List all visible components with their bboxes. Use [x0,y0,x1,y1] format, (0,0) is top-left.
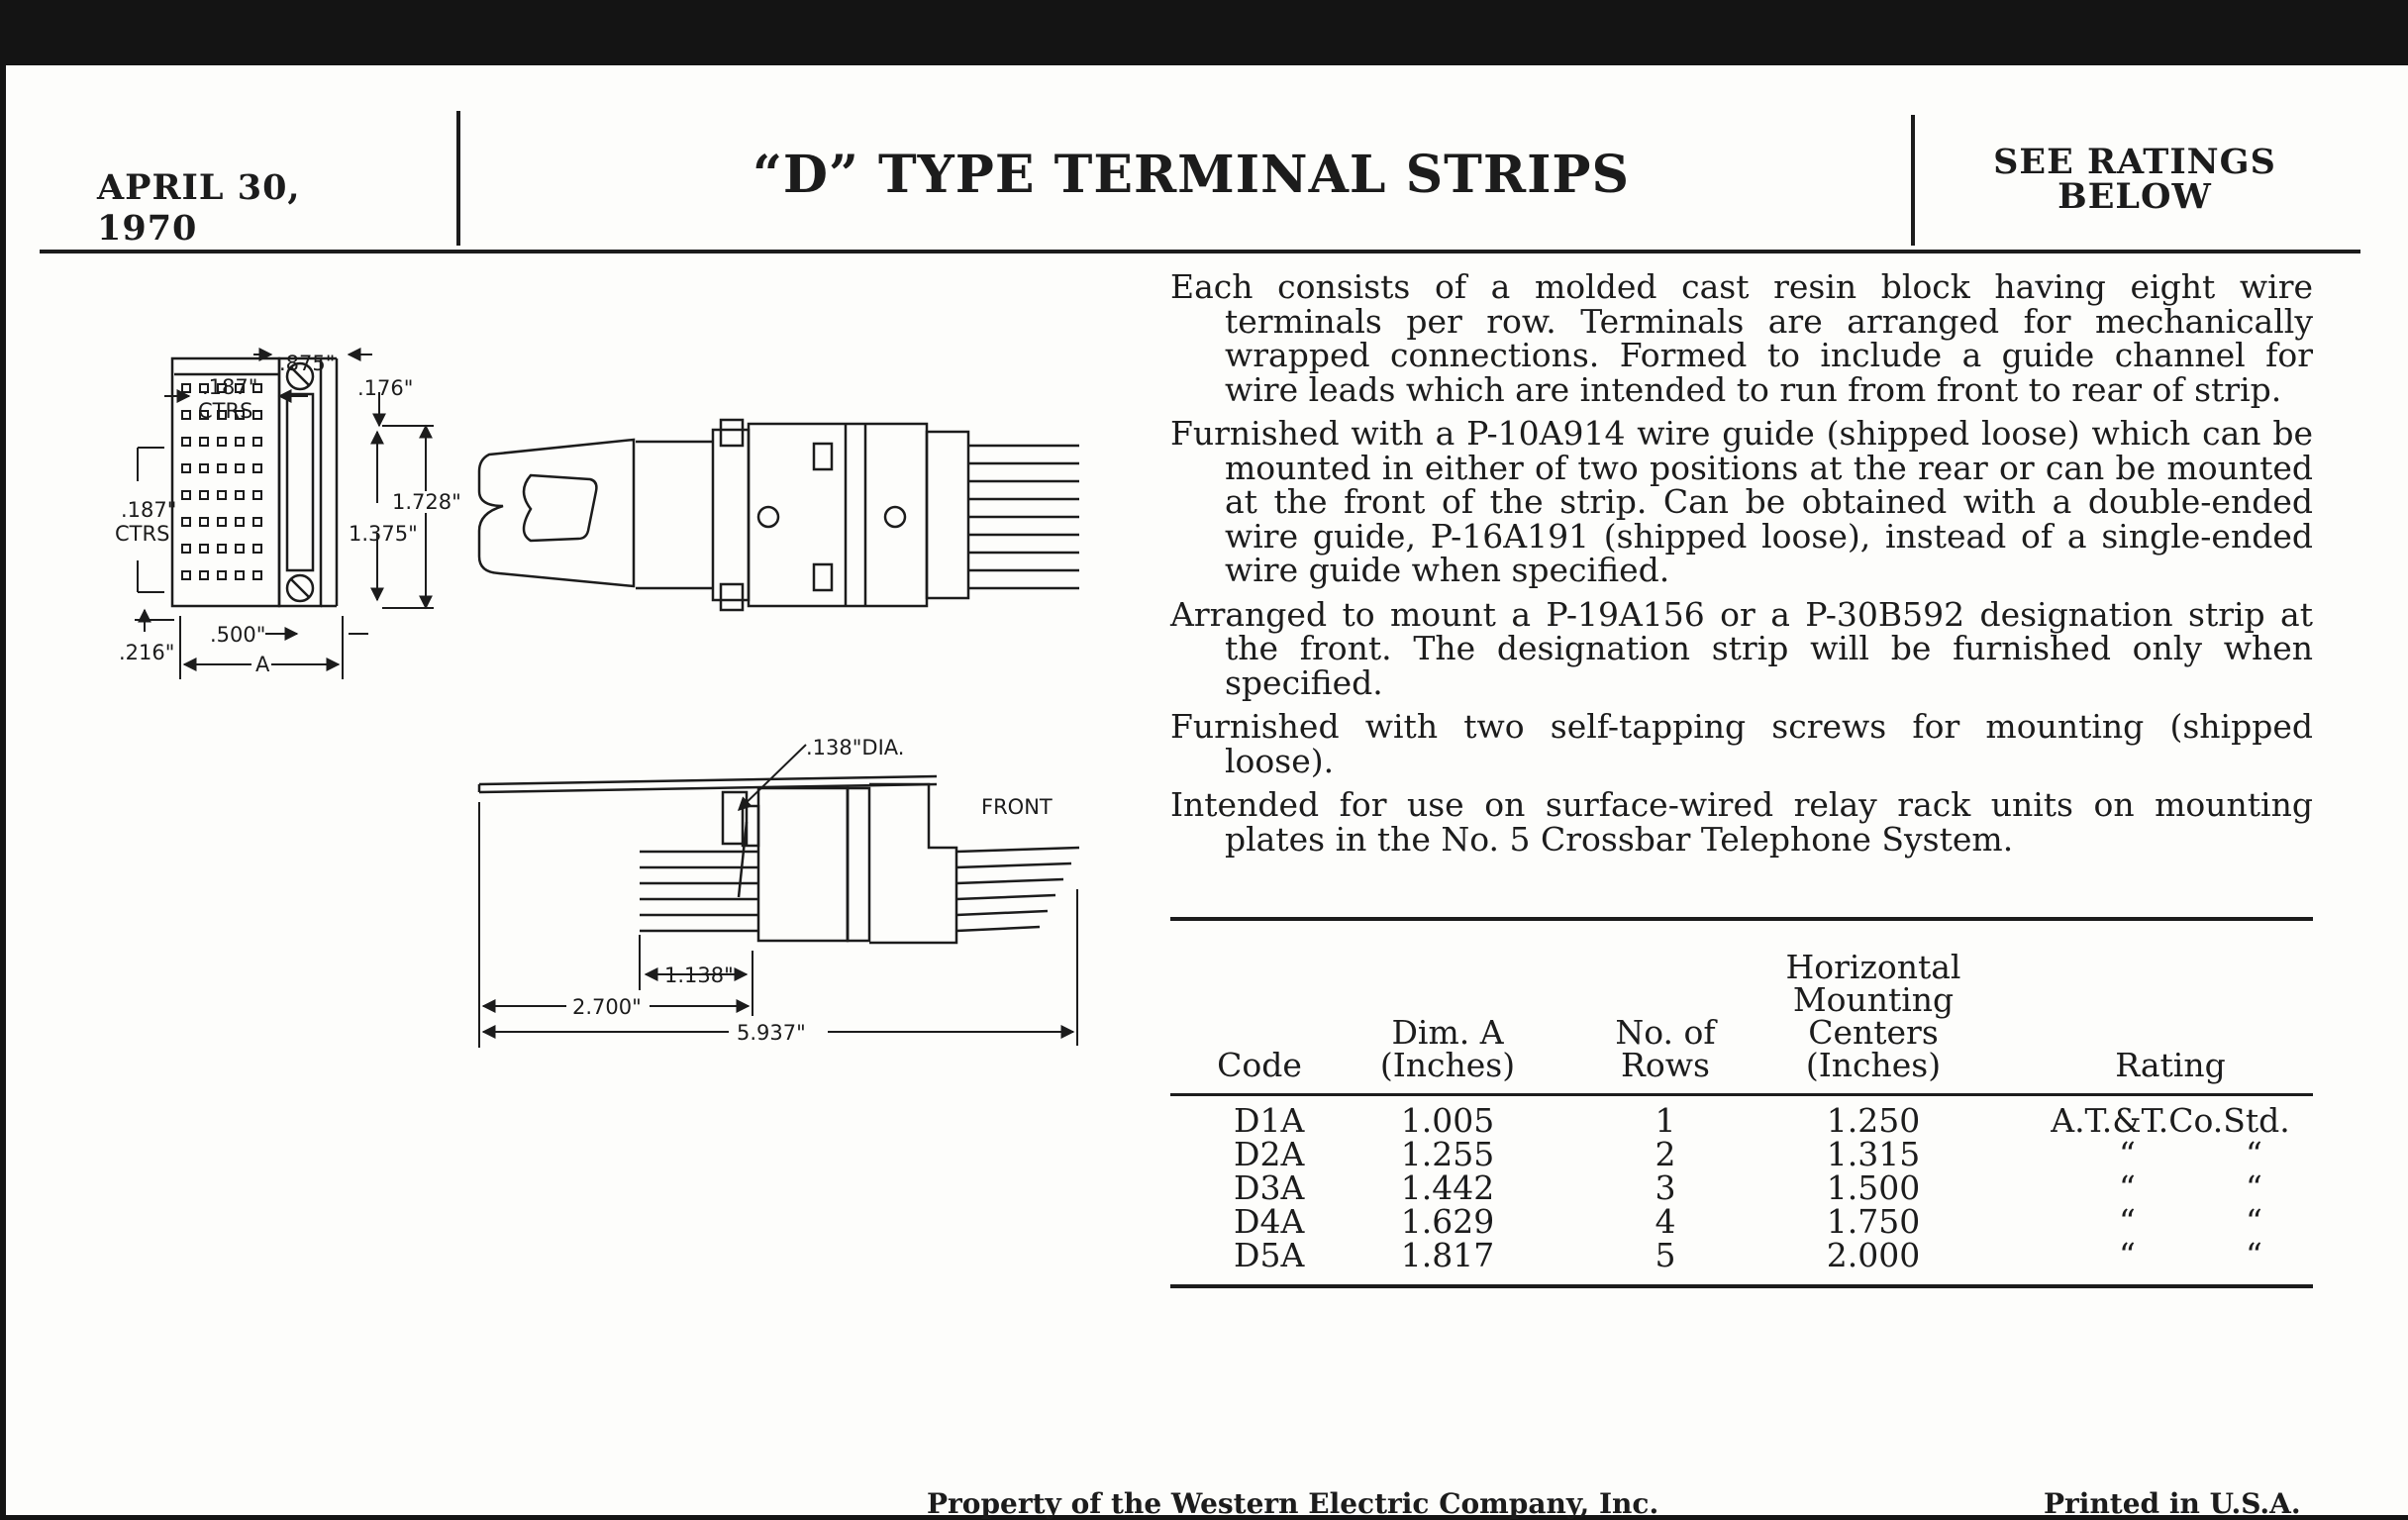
terminal-square [218,464,226,472]
col-header-code-text: Code [1217,1046,1302,1084]
cell-dim-a: 1.629 [1400,1202,1495,1241]
dim-500-label: .500" [210,623,266,647]
footer-printed: Printed in U.S.A. [2044,1487,2301,1520]
terminal-square [253,464,261,472]
header-divider-right [1911,115,1915,246]
table-row [1170,1236,2313,1274]
col-header-centers-line2: Mounting [1792,980,1955,1019]
terminal-square [200,545,208,553]
dim-875-label: .875" [279,352,336,375]
ratings-note-line2: BELOW [2057,176,2212,217]
table-bottom-rule [1170,1284,2313,1288]
terminal-pin [956,911,1048,915]
cell-code: D2A [1234,1135,1305,1173]
terminal-square [218,545,226,553]
col-header-dim-a-line1: Dim. A [1391,1013,1504,1052]
terminal-square [200,518,208,526]
terminal-square [236,491,244,499]
col-header-dim-a-line2: (Inches) [1379,1046,1516,1084]
col-header-rows-line1: No. of [1615,1013,1716,1052]
terminal-square [236,438,244,446]
terminal-pin [956,927,1040,931]
terminal-pins-plan [968,446,1079,588]
terminal-square [236,545,244,553]
description-paragraph: Furnished with a P-10A914 wire guide (shipped loose) which can be mounted in either of two positions at the rear or can be mounted at the front of the strip. Can be obtained with a double-ended wire guide, P-16A191 (shipped loose), instead of a single-ended wire guide when specified. [1170,414,2313,589]
table-header-rule [1170,1093,2313,1096]
page-title: “D” TYPE TERMINAL STRIPS [752,145,1631,205]
cell-rows: 5 [1655,1236,1676,1274]
terminal-square [200,438,208,446]
table-body [1170,1101,2313,1274]
cell-code: D3A [1234,1168,1305,1207]
terminal-square [236,571,244,579]
terminal-square [182,491,190,499]
col-header-centers-line3: Centers [1808,1013,1939,1052]
description-paragraph: Furnished with two self-tapping screws for mounting (shipped loose). [1170,707,2313,780]
terminal-square [182,411,190,419]
terminal-pin [956,863,1071,867]
cell-code: D4A [1234,1202,1305,1241]
cell-dim-a: 1.255 [1400,1135,1495,1173]
cell-rating-ditto: “ [2246,1135,2262,1173]
terminal-square [236,518,244,526]
cell-code: D5A [1234,1236,1305,1274]
terminal-pins-side [640,848,1079,931]
table-row [1170,1135,2313,1173]
ctrs-left-label: CTRS [115,522,170,546]
dim-2700-label: 2.700" [572,995,642,1019]
terminal-square [253,411,261,419]
dim-1728-label: 1.728" [392,490,461,514]
cell-rows: 4 [1655,1202,1676,1241]
terminal-square [182,464,190,472]
terminal-square [182,571,190,579]
col-header-centers-line1: Horizontal [1785,948,1961,986]
cell-rating: A.T.&T.Co.Std. [2051,1101,2290,1140]
dim-5937-label: 5.937" [737,1021,806,1045]
cell-rating-ditto: “ [2119,1135,2136,1173]
terminal-pin [956,895,1055,899]
cell-rows: 3 [1655,1168,1676,1207]
terminal-square [218,518,226,526]
cell-rows: 1 [1655,1101,1676,1140]
cell-dim-a: 1.442 [1400,1168,1495,1207]
plan-view-drawing [479,420,1079,610]
description-paragraph: Intended for use on surface-wired relay rack units on mounting plates in the No. 5 Crossbar Telephone System. [1170,785,2313,859]
table-row [1170,1202,2313,1241]
cell-centers: 1.250 [1826,1101,1921,1140]
cell-centers: 1.750 [1826,1202,1921,1241]
col-header-rows [1596,1013,1735,1084]
col-header-dim-a [1358,1013,1537,1084]
table-header [1170,921,2313,1093]
col-header-rows-line2: Rows [1621,1046,1710,1084]
description-paragraph: Each consists of a molded cast resin block having eight wire terminals per row. Terminals are arranged for mechanically wrapped connections. Formed to include a guide channel for wire leads which are intended to run from front to rear of strip. [1170,267,2313,409]
terminal-square [253,545,261,553]
terminal-square [182,518,190,526]
col-header-rating-text: Rating [2115,1046,2226,1084]
cell-rating-ditto: “ [2246,1236,2262,1274]
cell-centers: 1.500 [1826,1168,1921,1207]
technical-drawing [6,65,1154,1045]
terminal-square [182,545,190,553]
cell-rating-ditto: “ [2246,1168,2262,1207]
description-paragraph: Arranged to mount a P-19A156 or a P-30B592 designation strip at the front. The designation strip will be furnished only when specified. [1170,594,2313,702]
cell-rating-ditto: “ [2119,1202,2136,1241]
col-header-code [1210,1046,1309,1084]
cell-dim-a: 1.817 [1400,1236,1495,1274]
terminal-square [182,438,190,446]
table-row [1170,1168,2313,1207]
terminal-square [200,491,208,499]
mounting-hole-left-icon [758,507,778,527]
document-page [6,65,2408,1520]
table-row [1170,1101,2313,1140]
cell-rating-ditto: “ [2119,1168,2136,1207]
cell-code: D1A [1234,1101,1305,1140]
end-view-dimensions [135,355,434,679]
terminal-square [253,491,261,499]
ratings-note-line1: SEE RATINGS [1993,142,2276,182]
terminal-square [218,571,226,579]
dim-1138-label: 1.138" [664,963,734,987]
cell-centers: 1.315 [1826,1135,1921,1173]
col-header-centers [1774,948,1972,1084]
terminal-square [218,491,226,499]
terminal-square [182,384,190,392]
dim-a-label: A [255,653,270,676]
terminal-square [253,518,261,526]
cell-rows: 2 [1655,1135,1676,1173]
terminal-square [200,571,208,579]
terminal-square [200,464,208,472]
terminal-pin [956,848,1079,852]
cell-dim-a: 1.005 [1400,1101,1495,1140]
col-header-rating [2042,1046,2299,1084]
dim-1375-label: 1.375" [349,522,418,546]
cell-rating-ditto: “ [2119,1236,2136,1274]
terminal-square [253,438,261,446]
front-label: FRONT [981,795,1053,819]
terminal-pin [956,879,1063,883]
cell-rating-ditto: “ [2246,1202,2262,1241]
terminal-square [253,571,261,579]
dim-176-label: .176" [357,376,414,400]
dim-187-top-label: .187" [202,375,258,399]
dim-216-label: .216" [119,641,175,664]
terminal-square [218,438,226,446]
ratings-note [1922,142,2348,217]
cell-centers: 2.000 [1826,1236,1921,1274]
mounting-hole-right-icon [885,507,905,527]
description-text [1170,267,2313,866]
ratings-table [1170,917,2313,1288]
footer-property: Property of the Western Electric Company, Inc. [927,1487,1659,1520]
issue-date: APRIL 30, 1970 [97,167,301,249]
ctrs-top-label: CTRS [198,399,253,423]
dia-138-label: .138"DIA. [806,736,905,760]
dim-187-left-label: .187" [121,498,177,522]
terminal-square [236,464,244,472]
col-header-centers-line4: (Inches) [1805,1046,1942,1084]
